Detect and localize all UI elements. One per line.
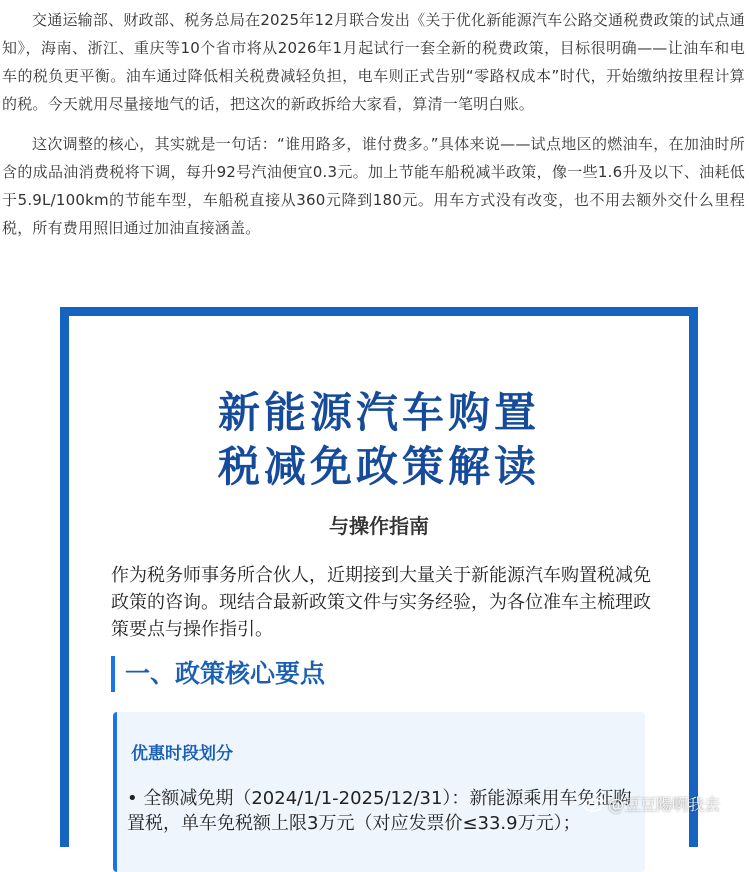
source-watermark xyxy=(583,791,720,815)
infographic-subtitle: 与操作指南 xyxy=(329,514,429,538)
policy-infographic xyxy=(60,307,698,847)
title-line-2: 税减免政策解读 xyxy=(217,442,540,491)
section-heading: 一、政策核心要点 xyxy=(111,656,325,692)
weibo-logo-icon xyxy=(583,794,605,812)
infographic-title xyxy=(69,386,689,494)
highlight-box-text: • 全额减免期（2024/1/1-2025/12/31）：新能源乘用车免征购置税，单车免税额上限3万元（对应发票价≤33.9万元）； xyxy=(127,788,632,834)
article-paragraph-1: 交通运输部、财政部、税务总局在2025年12月联合发出《关于优化新能源汽车公路交通税费政策的试点通知》，海南、浙江、重庆等10个省市将从2026年1月起试行一套全新的税费政策，目标很明确——让油车和电车的税负更平衡。油车通过降低相关税费减轻负担，电车则正式告别“零路权成本”时代，开始缴纳按里程计算的税。今天就用尽量接地气的话，把这次的新政拆给大家看，算清一笔明白账。 xyxy=(2,11,745,113)
watermark-text: @豆豆陽啊我去 xyxy=(608,794,721,814)
infographic-intro: 作为税务师事务所合伙人，近期接到大量关于新能源汽车购置税减免政策的咨询。现结合最新政策文件与实务经验，为各位准车主梳理政策要点与操作指引。 xyxy=(111,565,651,640)
highlight-box-heading: 优惠时段划分 xyxy=(131,744,233,764)
highlight-box xyxy=(113,712,645,872)
article-paragraph-2: 这次调整的核心，其实就是一句话：“谁用路多，谁付费多。”具体来说——试点地区的燃油车，在加油时所含的成品油消费税将下调，每升92号汽油便宜0.3元。加上节能车船税减半政策，像一些1.6升及以下、油耗低于5.9L/100km的节能车型，车船税直接从360元降到180元。用车方式没有改变，也不用去额外交什么里程税，所有费用照旧通过加油直接涵盖。 xyxy=(2,135,745,237)
infographic-panel xyxy=(69,316,689,847)
title-line-1: 新能源汽车购置 xyxy=(217,388,540,437)
article-body xyxy=(2,6,745,254)
